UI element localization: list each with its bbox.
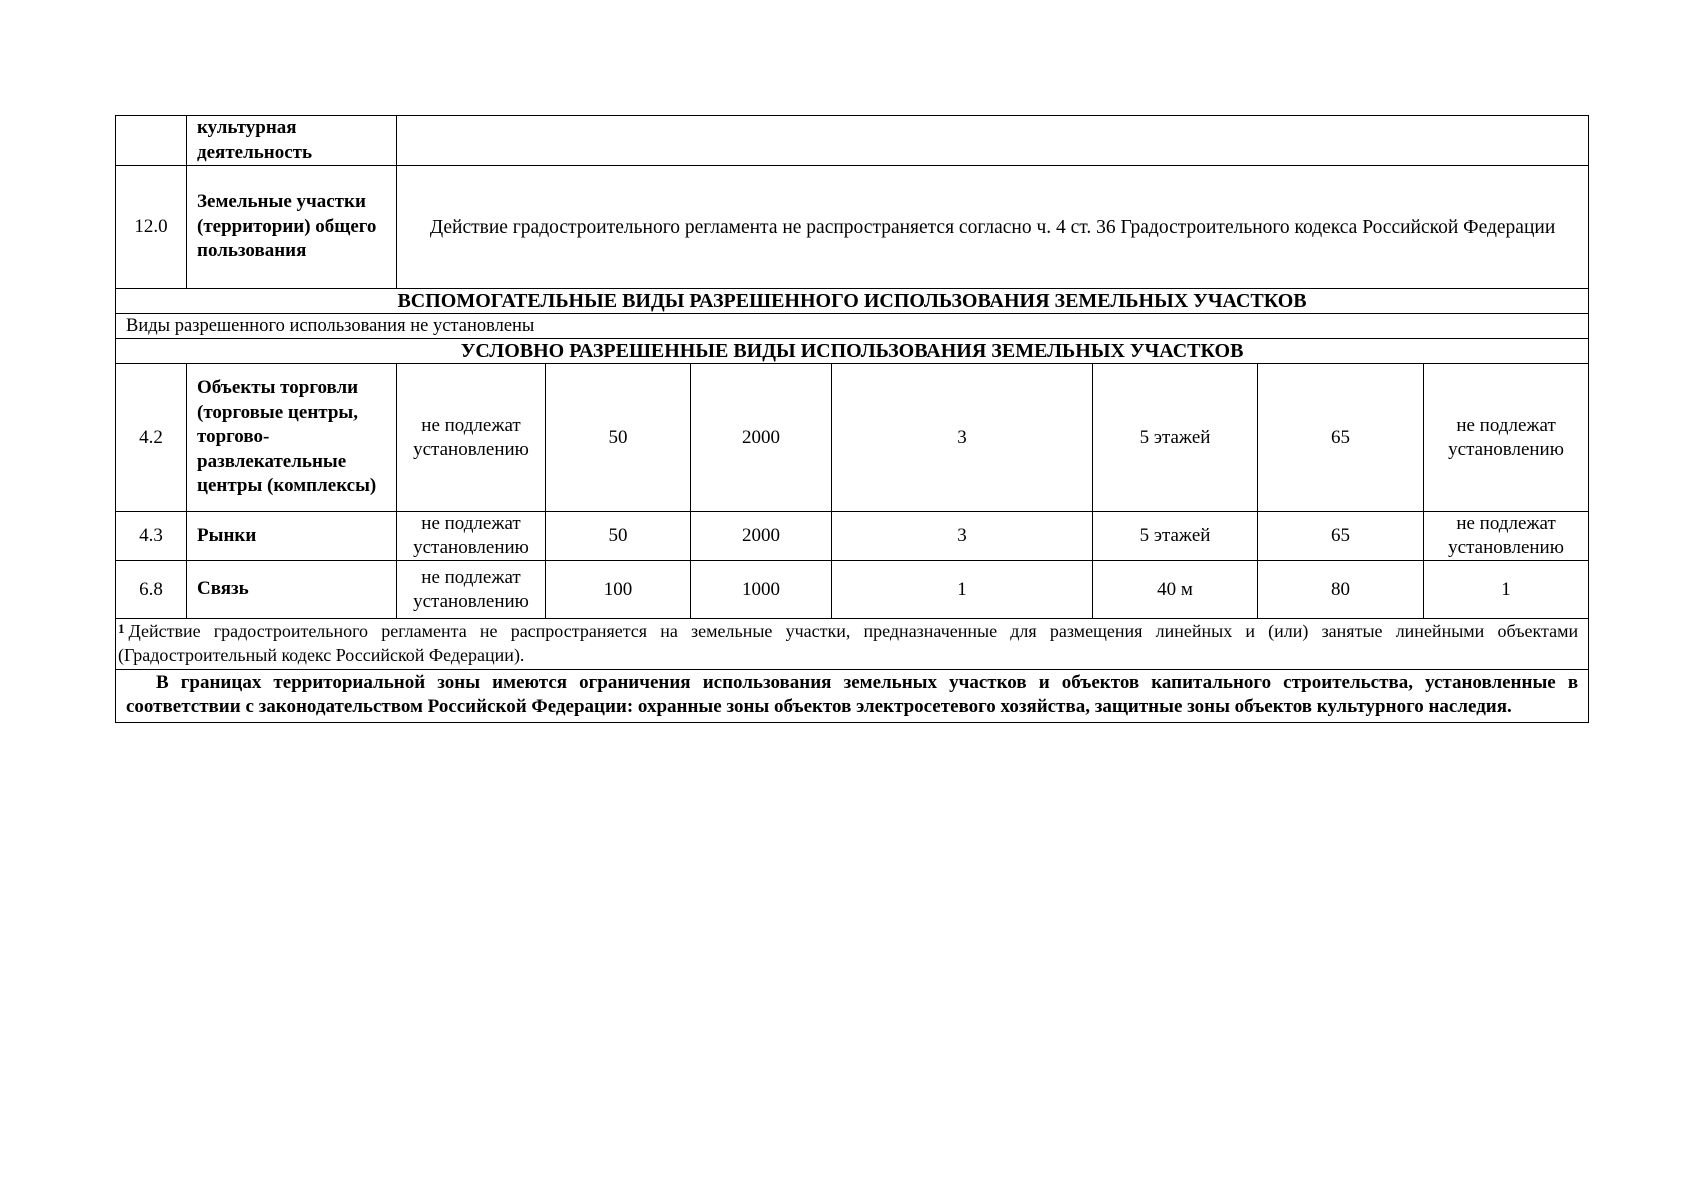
value-cell: 50 <box>546 364 691 512</box>
regulation-table <box>115 115 1589 723</box>
value-cell: 1000 <box>691 561 832 619</box>
value-cell: 5 этажей <box>1093 512 1258 561</box>
row-name-cell: Земельные участки (территории) общего пользования <box>187 166 397 289</box>
table-row <box>116 166 1589 289</box>
value-cell: 3 <box>832 512 1093 561</box>
section-note-auxiliary: Виды разрешенного использования не установлены <box>116 314 1589 339</box>
value-cell: 2000 <box>691 364 832 512</box>
row-text-cell <box>397 116 1589 166</box>
row-name-cell: Связь <box>187 561 397 619</box>
value-cell: 80 <box>1258 561 1424 619</box>
row-code-cell: 4.3 <box>116 512 187 561</box>
footnote-marker: 1 <box>118 621 125 636</box>
section-header-row <box>116 339 1589 364</box>
table-row <box>116 116 1589 166</box>
row-code-cell: 6.8 <box>116 561 187 619</box>
table-row <box>116 364 1589 512</box>
value-cell: 5 этажей <box>1093 364 1258 512</box>
section-header-row <box>116 289 1589 314</box>
value-cell: 65 <box>1258 364 1424 512</box>
row-name-cell: Объекты торговли (торговые центры, торгово-развлекательные центры (комплексы) <box>187 364 397 512</box>
value-cell: 2000 <box>691 512 832 561</box>
value-cell: 1 <box>832 561 1093 619</box>
section-note-row <box>116 314 1589 339</box>
value-cell: не подлежат установлению <box>397 561 546 619</box>
restrictions-text: В границах территориальной зоны имеются ограничения использования земельных участков и объектов капитального строительства, установленные в соответствии с законодательством Российской Федерации: охранные зоны объектов электросетевого хозяйства, защитные зоны объектов культурного наследия. <box>116 670 1589 723</box>
row-name-cell: культурная деятельность <box>187 116 397 166</box>
value-cell: не подлежат установлению <box>1424 512 1589 561</box>
row-code-cell: 4.2 <box>116 364 187 512</box>
footnote-text: Действие градостроительного регламента не распространяется на земельные участки, предназначенные для размещения линейных и (или) занятые линейными объектами (Градостроительный кодекс Российской Федерации). <box>118 621 1579 665</box>
value-cell: не подлежат установлению <box>397 512 546 561</box>
value-cell: 65 <box>1258 512 1424 561</box>
row-code-cell: 12.0 <box>116 166 187 289</box>
value-cell: 100 <box>546 561 691 619</box>
restrictions-row <box>116 670 1589 723</box>
row-code-cell <box>116 116 187 166</box>
value-cell: 3 <box>832 364 1093 512</box>
value-cell: не подлежат установлению <box>397 364 546 512</box>
value-cell: не подлежат установлению <box>1424 364 1589 512</box>
row-name-cell: Рынки <box>187 512 397 561</box>
table-row <box>116 561 1589 619</box>
section-title-conditional: УСЛОВНО РАЗРЕШЕННЫЕ ВИДЫ ИСПОЛЬЗОВАНИЯ ЗЕМЕЛЬНЫХ УЧАСТКОВ <box>116 339 1589 364</box>
footnote-row <box>116 619 1589 670</box>
value-cell: 40 м <box>1093 561 1258 619</box>
section-title-auxiliary: ВСПОМОГАТЕЛЬНЫЕ ВИДЫ РАЗРЕШЕННОГО ИСПОЛЬЗОВАНИЯ ЗЕМЕЛЬНЫХ УЧАСТКОВ <box>116 289 1589 314</box>
table-row <box>116 512 1589 561</box>
value-cell: 50 <box>546 512 691 561</box>
footnote-cell <box>116 619 1589 670</box>
value-cell: 1 <box>1424 561 1589 619</box>
row-text-cell: Действие градостроительного регламента не распространяется согласно ч. 4 ст. 36 Градостроительного кодекса Российской Федерации <box>397 166 1589 289</box>
